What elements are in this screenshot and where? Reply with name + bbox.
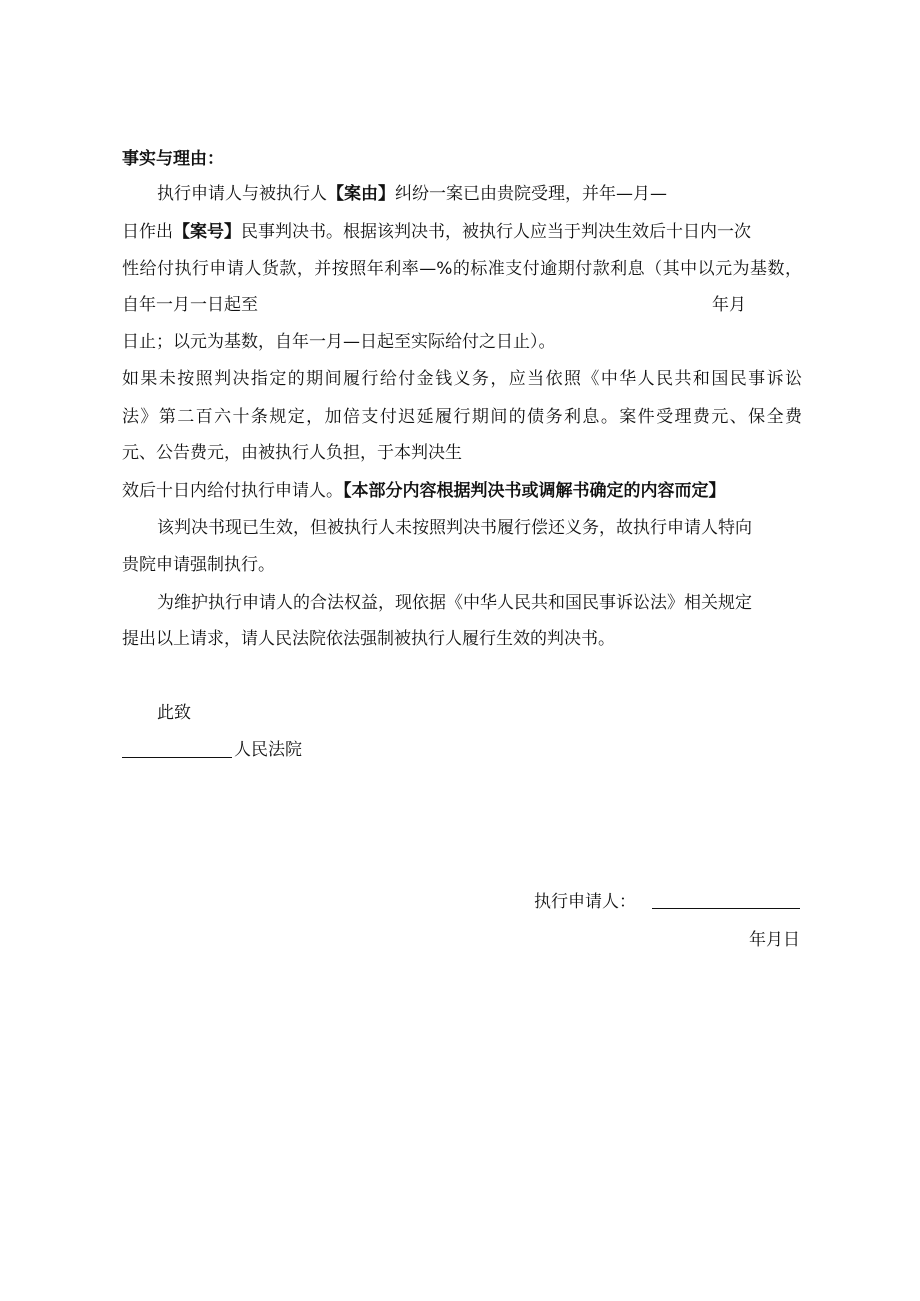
text-line: 如果未按照判决指定的期间履行给付金钱义务，应当依照《中华人民共和国民事诉讼 — [122, 369, 802, 389]
sign-date: 年月日 — [749, 930, 800, 950]
text-segment: 日作出 — [122, 222, 173, 242]
text-line: 元、公告费元，由被执行人负担，于本判决生 — [122, 443, 462, 463]
instruction-note: 【本部分内容根据判决书或调解书确定的内容而定】 — [343, 481, 726, 501]
text-line: 年月 — [712, 295, 746, 315]
text-segment: 纠纷一案已由贵院受理，并年—月— — [395, 184, 667, 204]
text-line — [122, 479, 726, 503]
case-number-placeholder: 【案号】 — [173, 222, 241, 242]
text-segment: 执行申请人与被执行人 — [157, 184, 327, 204]
text-line: 为维护执行申请人的合法权益，现依据《中华人民共和国民事诉讼法》相关规定 — [157, 593, 752, 613]
text-segment: 效后十日内给付执行申请人。 — [122, 481, 343, 501]
applicant-label: 执行申请人： — [534, 892, 636, 912]
case-cause-placeholder: 【案由】 — [327, 184, 395, 204]
court-name-blank — [122, 757, 232, 758]
heading-facts-reasons: 事实与理由： — [122, 149, 224, 169]
salutation: 此致 — [157, 703, 191, 723]
text-line: 贵院申请强制执行。 — [122, 555, 275, 575]
text-line: 该判决书现已生效，但被执行人未按照判决书履行偿还义务，故执行申请人特向 — [157, 518, 752, 538]
applicant-signature-blank — [652, 908, 800, 909]
text-line: 法》第二百六十条规定，加倍支付迟延履行期间的债务利息。案件受理费元、保全费 — [122, 407, 802, 427]
text-line — [157, 182, 667, 206]
text-line — [122, 220, 751, 244]
text-line: 日止；以元为基数，自年一月—日起至实际给付之日止）。 — [122, 332, 556, 352]
court-suffix: 人民法院 — [234, 740, 302, 760]
text-line: 性给付执行申请人货款，并按照年利率—%的标准支付逾期付款利息（其中以元为基数， — [122, 259, 802, 279]
text-line: 提出以上请求，请人民法院依法强制被执行人履行生效的判决书。 — [122, 629, 615, 649]
text-segment: 民事判决书。根据该判决书，被执行人应当于判决生效后十日内一次 — [241, 222, 751, 242]
text-line: 自年一月一日起至 — [122, 295, 258, 315]
